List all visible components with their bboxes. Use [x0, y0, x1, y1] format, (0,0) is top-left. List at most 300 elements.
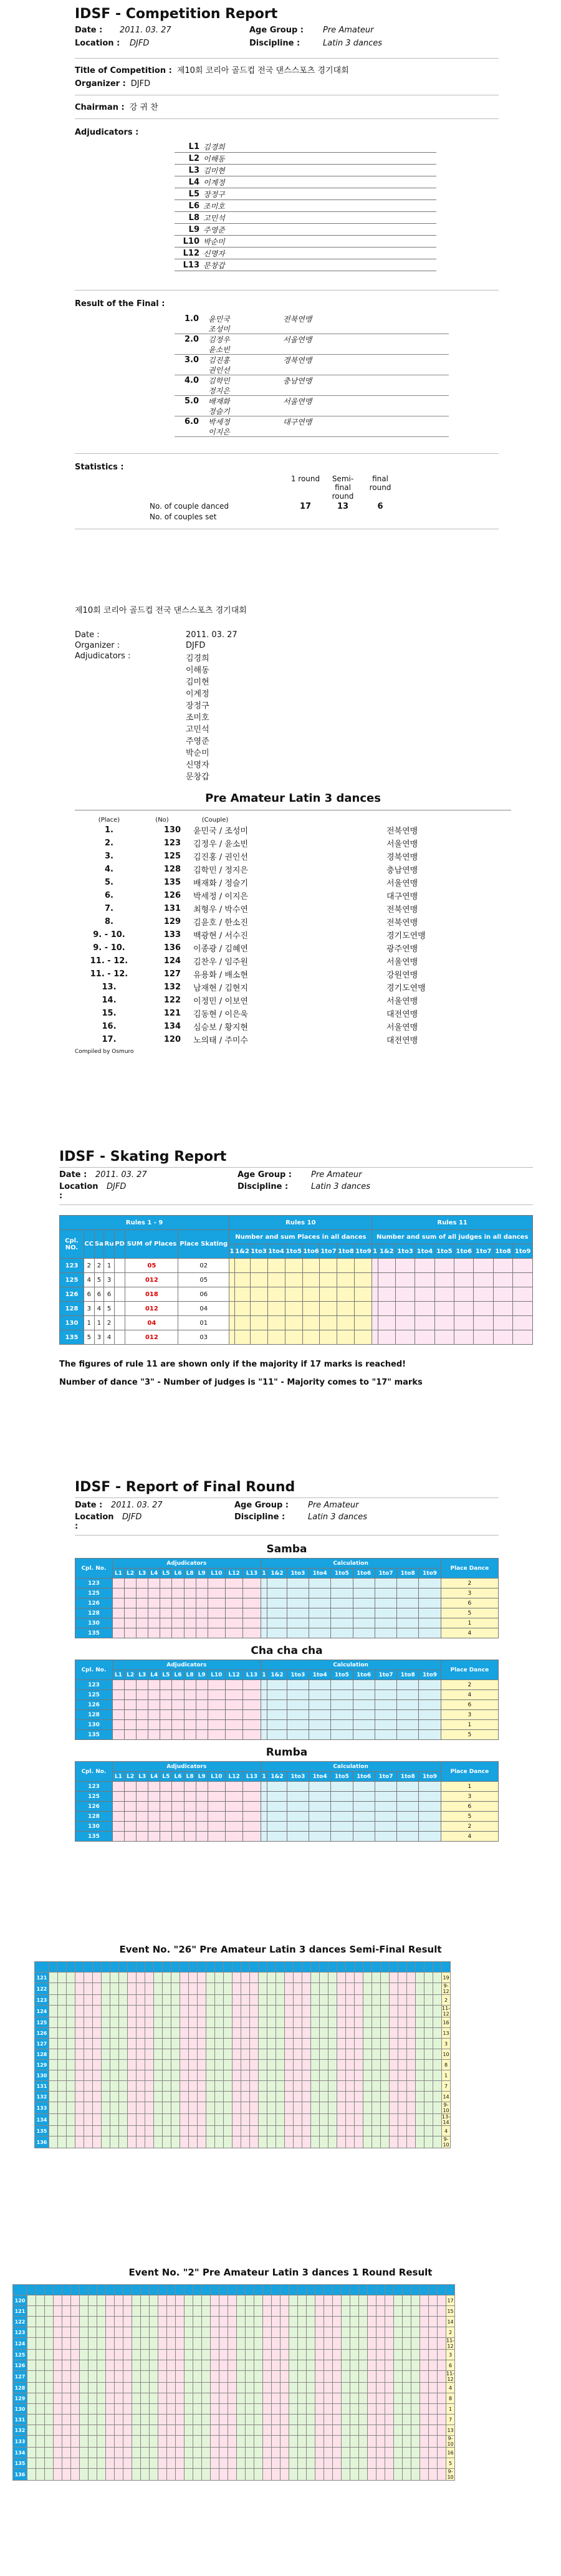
event-mark-cell	[224, 2017, 233, 2028]
fr-calc-cell	[267, 1700, 287, 1710]
fr-place: 2	[441, 1680, 498, 1690]
event-mark-cell	[106, 2393, 115, 2404]
event-mark-cell	[150, 2393, 158, 2404]
event-mark-cell	[403, 2393, 411, 2404]
event-mark-cell	[228, 2317, 237, 2327]
event-mark-cell	[263, 2360, 272, 2371]
placement-couple: 심승보 / 황지현	[193, 1023, 248, 1032]
fr-calc-cell	[309, 1579, 330, 1588]
event-mark-cell	[75, 2136, 84, 2148]
event-mark-cell	[420, 2469, 429, 2481]
event-cpl-no: 135	[13, 2458, 27, 2469]
event-mark-cell	[215, 2049, 224, 2060]
event-mark-cell	[219, 2393, 228, 2404]
event-mark-cell	[176, 2415, 185, 2425]
event-mark-cell	[315, 2338, 324, 2350]
adjudicator-row	[175, 212, 436, 224]
event-mark-cell	[254, 2371, 263, 2383]
fr-adj-mark	[137, 1720, 148, 1730]
event-mark-cell	[350, 2317, 359, 2327]
event-mark-cell	[372, 1983, 381, 1995]
event-head-cell	[376, 2285, 385, 2295]
event-mark-cell	[158, 2360, 167, 2371]
event-mark-cell	[420, 2458, 429, 2469]
event-mark-cell	[141, 2404, 150, 2415]
event-mark-cell	[171, 1995, 180, 2006]
event-mark-cell	[185, 2469, 193, 2481]
event-mark-cell	[27, 2404, 36, 2415]
fr-adj-mark	[184, 1598, 196, 1608]
event-mark-cell	[163, 2006, 171, 2017]
event-mark-cell	[359, 2448, 368, 2458]
event-mark-cell	[132, 2436, 141, 2448]
event-mark-cell	[67, 2081, 75, 2092]
event-mark-cell	[185, 2327, 193, 2338]
fr-calc-cell	[309, 1730, 330, 1740]
event-mark-cell	[267, 2028, 276, 2039]
fr-place: 6	[441, 1598, 498, 1608]
event-mark-cell	[433, 2102, 442, 2114]
event-mark-cell	[355, 2092, 363, 2102]
event-mark-cell	[368, 2338, 376, 2350]
event-mark-cell	[106, 2306, 115, 2317]
event-mark-cell	[163, 2114, 171, 2126]
location-label: Location :	[75, 39, 120, 48]
event-mark-cell	[272, 2436, 280, 2448]
event-cpl-no: 124	[35, 2006, 49, 2017]
event-mark-cell	[106, 2415, 115, 2425]
col-no-head: (No)	[155, 817, 169, 824]
event-mark-cell	[394, 2436, 403, 2448]
fr-calc-cell	[287, 1608, 309, 1618]
event-mark-cell	[219, 2371, 228, 2383]
event-mark-cell	[307, 2317, 315, 2327]
event-mark-cell	[193, 2436, 202, 2448]
event-mark-cell	[206, 2060, 215, 2070]
event-row	[35, 2081, 451, 2092]
event-mark-cell	[180, 2136, 189, 2148]
event-row	[13, 2317, 455, 2327]
event-mark-cell	[315, 2371, 324, 2383]
fr-adj-mark	[172, 1690, 184, 1700]
fr-calc-col: 1to5	[331, 1772, 353, 1782]
event-mark-cell	[381, 2039, 390, 2049]
fr-adj-code: L3	[137, 1670, 148, 1680]
sk-cpl-no: 125	[60, 1273, 84, 1287]
event-mark-cell	[342, 2338, 350, 2350]
fr-place: 1	[441, 1782, 498, 1792]
event-mark-cell	[202, 2448, 211, 2458]
sk-head-place: Place Skating	[178, 1230, 229, 1259]
fr-adj-mark	[208, 1792, 225, 1802]
event-mark-cell	[398, 2049, 407, 2060]
placement-couple: 이종광 / 김혜연	[193, 944, 248, 954]
sk-pd	[114, 1273, 125, 1287]
sk-disc-label: Discipline :	[237, 1182, 289, 1191]
event-mark-cell	[285, 2092, 294, 2102]
event-mark-cell	[137, 2039, 145, 2049]
event-mark-cell	[315, 2306, 324, 2317]
event-mark-cell	[346, 2114, 355, 2126]
list-heading: Pre Amateur Latin 3 dances	[205, 792, 381, 805]
event-mark-cell	[381, 1973, 390, 1983]
event-mark-cell	[381, 2006, 390, 2017]
event-mark-cell	[302, 2102, 311, 2114]
fr-adj-mark	[196, 1700, 208, 1710]
event-mark-cell	[355, 2039, 363, 2049]
event-mark-cell	[411, 2317, 420, 2327]
fr-adj-mark	[125, 1720, 137, 1730]
event-mark-cell	[167, 2327, 176, 2338]
placement-couple: 최형우 / 박수연	[193, 905, 248, 915]
age-value: Pre Amateur	[323, 26, 374, 35]
event-head-cell	[259, 1962, 267, 1973]
fr-calc-cell	[419, 1832, 441, 1842]
placement-place: 9. - 10.	[93, 943, 125, 953]
event-mark-cell	[302, 2136, 311, 2148]
event-mark-cell	[241, 1983, 250, 1995]
event-mark-cell	[429, 2350, 438, 2360]
event-mark-cell	[176, 2448, 185, 2458]
fr-calc-cell	[419, 1812, 441, 1822]
event-mark-cell	[241, 2126, 250, 2136]
fr-cpl-no: 130	[75, 1618, 113, 1628]
fr-calc-cell	[419, 1700, 441, 1710]
sk-cc: 3	[84, 1302, 95, 1316]
event-cpl-no: 127	[13, 2371, 27, 2383]
event-mark-cell	[237, 2425, 246, 2436]
event-mark-cell	[259, 2070, 267, 2081]
event-mark-cell	[132, 2458, 141, 2469]
event-mark-cell	[49, 2136, 58, 2148]
event-mark-cell	[75, 2028, 84, 2039]
event-mark-cell	[294, 1983, 302, 1995]
event-mark-cell	[333, 2469, 342, 2481]
event-mark-cell	[272, 2383, 280, 2393]
event-row	[13, 2425, 455, 2436]
event-mark-cell	[350, 2404, 359, 2415]
event-mark-cell	[211, 2360, 219, 2371]
event-row	[13, 2383, 455, 2393]
event-mark-cell	[93, 2070, 102, 2081]
fr-calc-cell	[375, 1598, 396, 1608]
event-mark-cell	[219, 2306, 228, 2317]
event-mark-cell	[267, 1983, 276, 1995]
fr-calc-cell	[287, 1598, 309, 1608]
fr-calc-cell	[261, 1628, 267, 1638]
event-mark-cell	[36, 2393, 45, 2404]
event-mark-cell	[363, 2039, 372, 2049]
event-mark-cell	[75, 2126, 84, 2136]
event-mark-cell	[346, 2070, 355, 2081]
sk-r11-cell	[395, 1302, 415, 1316]
first-round-grid	[12, 2284, 561, 2481]
event-mark-cell	[189, 1973, 198, 1983]
fr-adj-mark	[243, 1832, 261, 1842]
event-mark-cell	[58, 1973, 67, 1983]
event-mark-cell	[407, 2136, 416, 2148]
fr-calc-col: 1to7	[375, 1772, 396, 1782]
event-mark-cell	[276, 1973, 285, 1983]
event-mark-cell	[438, 2371, 446, 2383]
sk-ru: 6	[104, 1287, 115, 1302]
event-mark-cell	[289, 2350, 298, 2360]
sk-r11-cell	[513, 1287, 533, 1302]
final-number: 0	[193, 375, 199, 385]
sk-place: 05	[178, 1273, 229, 1287]
event-mark-cell	[84, 2081, 93, 2092]
event-mark-cell	[93, 2114, 102, 2126]
event-mark-cell	[84, 2028, 93, 2039]
event-mark-cell	[202, 2350, 211, 2360]
fr-adj-code: L13	[243, 1772, 261, 1782]
event-mark-cell	[185, 2436, 193, 2448]
event-mark-cell	[180, 2028, 189, 2039]
event-mark-cell	[58, 2136, 67, 2148]
event-mark-cell	[71, 2425, 80, 2436]
event-mark-cell	[337, 2070, 346, 2081]
event-mark-cell	[93, 2017, 102, 2028]
sk-pd	[114, 1302, 125, 1316]
event-mark-cell	[132, 2469, 141, 2481]
event-mark-cell	[398, 1983, 407, 1995]
event-mark-cell	[233, 2136, 241, 2148]
fr-adj-mark	[226, 1802, 243, 1812]
event-mark-cell	[328, 2006, 337, 2017]
placement-club: 경기도연맹	[386, 984, 426, 993]
event-row	[13, 2360, 455, 2371]
event-mark-cell	[241, 1973, 250, 1983]
fr-calc-cell	[331, 1579, 353, 1588]
fr-calc-cell	[353, 1792, 375, 1802]
event-mark-cell	[298, 2458, 307, 2469]
event-head-cell	[420, 2285, 429, 2295]
event-mark-cell	[27, 2360, 36, 2371]
sk-r10-cell	[337, 1302, 355, 1316]
fr-adj-mark	[184, 1680, 196, 1690]
placement-row	[75, 915, 511, 928]
event-mark-cell	[328, 1983, 337, 1995]
event-mark-cell	[385, 2436, 394, 2448]
event-mark-cell	[71, 2383, 80, 2393]
event-mark-cell	[342, 2350, 350, 2360]
event-mark-cell	[250, 2070, 259, 2081]
sk-r10-cell	[229, 1316, 234, 1330]
fr-calc-cell	[287, 1730, 309, 1740]
fr-calc-cell	[375, 1792, 396, 1802]
event-mark-cell	[145, 2102, 154, 2114]
fr-adj-mark	[137, 1608, 148, 1618]
event-mark-cell	[228, 2404, 237, 2415]
event-mark-cell	[228, 2360, 237, 2371]
sk-r10-cell	[355, 1259, 372, 1273]
event-mark-cell	[355, 2049, 363, 2060]
event-mark-cell	[58, 2039, 67, 2049]
event-mark-cell	[328, 2126, 337, 2136]
fr-calc-cell	[375, 1822, 396, 1832]
event-mark-cell	[363, 2114, 372, 2126]
event-mark-cell	[228, 2371, 237, 2383]
fr-adj-mark	[148, 1802, 160, 1812]
adjudicator-code: L2	[188, 153, 199, 163]
event-mark-cell	[267, 2102, 276, 2114]
event-mark-cell	[45, 2436, 54, 2448]
fr-adj-mark	[160, 1802, 172, 1812]
event-mark-cell	[337, 2081, 346, 2092]
event-mark-cell	[67, 2126, 75, 2136]
chairman-value: 강 귀 찬	[129, 103, 158, 112]
event-mark-cell	[320, 2006, 328, 2017]
event-mark-cell	[198, 2136, 206, 2148]
event-place: 4	[442, 2126, 451, 2136]
event-mark-cell	[54, 2415, 62, 2425]
list-adjudicator-name: 주영준	[186, 737, 209, 746]
fr-adj-mark	[137, 1812, 148, 1822]
event-mark-cell	[189, 2028, 198, 2039]
dance-title: Rumba	[266, 1746, 308, 1759]
event-mark-cell	[110, 2070, 119, 2081]
event-mark-cell	[150, 2371, 158, 2383]
event-mark-cell	[411, 2371, 420, 2383]
event-mark-cell	[84, 2136, 93, 2148]
event-mark-cell	[246, 2371, 254, 2383]
sk-sub-head: 1to8	[493, 1244, 512, 1259]
skating-row	[60, 1259, 533, 1273]
fr-adj-mark	[184, 1618, 196, 1628]
event-mark-cell	[62, 2458, 71, 2469]
fr-adj-mark	[112, 1782, 124, 1792]
event-mark-cell	[84, 1995, 93, 2006]
fr-adj-mark	[148, 1690, 160, 1700]
fr-adj-mark	[112, 1680, 124, 1690]
event-mark-cell	[119, 2028, 128, 2039]
event-mark-cell	[233, 2092, 241, 2102]
event-mark-cell	[110, 1973, 119, 1983]
event-mark-cell	[137, 2136, 145, 2148]
event-mark-cell	[324, 2469, 333, 2481]
fr-adj-mark	[160, 1598, 172, 1608]
stat-value: 6	[377, 502, 383, 511]
event-mark-cell	[363, 2070, 372, 2081]
event-mark-cell	[438, 2317, 446, 2327]
fr-head-calc: Calculation	[261, 1660, 441, 1670]
event-mark-cell	[132, 2317, 141, 2327]
event-mark-cell	[294, 2049, 302, 2060]
event-mark-cell	[27, 2338, 36, 2350]
event-mark-cell	[36, 2448, 45, 2458]
event-mark-cell	[106, 2317, 115, 2327]
event-mark-cell	[263, 2295, 272, 2306]
event-mark-cell	[119, 1973, 128, 1983]
event-mark-cell	[438, 2393, 446, 2404]
event-mark-cell	[241, 2028, 250, 2039]
sk-disc-value: Latin 3 dances	[311, 1182, 371, 1191]
skating-title: IDSF - Skating Report	[59, 1149, 227, 1165]
fr-adj-mark	[172, 1782, 184, 1792]
sk-r10-cell	[285, 1287, 302, 1302]
event-mark-cell	[246, 2327, 254, 2338]
event-cpl-no: 131	[13, 2415, 27, 2425]
event-mark-cell	[241, 2017, 250, 2028]
event-mark-cell	[372, 2060, 381, 2070]
sk-place: 03	[178, 1330, 229, 1345]
fr-adj-mark	[125, 1792, 137, 1802]
event-mark-cell	[320, 2049, 328, 2060]
fr-adj-mark	[172, 1588, 184, 1598]
event-mark-cell	[176, 2350, 185, 2360]
event-mark-cell	[272, 2327, 280, 2338]
event-mark-cell	[215, 2081, 224, 2092]
fr-adj-mark	[184, 1720, 196, 1730]
event-mark-cell	[398, 1995, 407, 2006]
event-mark-cell	[189, 2039, 198, 2049]
event-mark-cell	[280, 2383, 289, 2393]
fr-adj-mark	[226, 1618, 243, 1628]
final-result-list	[75, 314, 499, 437]
fr-adj-mark	[243, 1628, 261, 1638]
event-mark-cell	[359, 2469, 368, 2481]
event-mark-cell	[276, 2060, 285, 2070]
final-man: 배재화	[208, 396, 230, 406]
event-mark-cell	[89, 2338, 97, 2350]
fr-place: 2	[441, 1822, 498, 1832]
sk-pd	[114, 1330, 125, 1345]
fr-adj-mark	[226, 1690, 243, 1700]
placement-place: 11. - 12.	[90, 969, 128, 979]
event-mark-cell	[411, 2469, 420, 2481]
sk-r11-cell	[454, 1287, 474, 1302]
event-mark-cell	[211, 2404, 219, 2415]
event-mark-cell	[302, 2081, 311, 2092]
placement-place: 1.	[105, 825, 113, 835]
event-mark-cell	[171, 2006, 180, 2017]
event-mark-cell	[241, 2136, 250, 2148]
fr-calc-cell	[309, 1588, 330, 1598]
placement-row	[75, 876, 511, 889]
event-mark-cell	[106, 2383, 115, 2393]
event-head-cell	[333, 2285, 342, 2295]
date-value: 2011. 03. 27	[120, 26, 171, 35]
event-head-cell	[93, 1962, 102, 1973]
event-mark-cell	[167, 2448, 176, 2458]
event-mark-cell	[333, 2327, 342, 2338]
fr-calc-col: 1to9	[419, 1670, 441, 1680]
event-mark-cell	[424, 2006, 433, 2017]
event-mark-cell	[363, 2136, 372, 2148]
adjudicator-row	[175, 165, 436, 176]
event-mark-cell	[237, 2295, 246, 2306]
event-mark-cell	[137, 1995, 145, 2006]
event-mark-cell	[311, 2114, 320, 2126]
fr-adj-mark	[184, 1579, 196, 1588]
fr-calc-cell	[287, 1700, 309, 1710]
event-mark-cell	[350, 2469, 359, 2481]
event-mark-cell	[224, 2126, 233, 2136]
event-head-cell	[228, 2285, 237, 2295]
fr-adj-mark	[208, 1802, 225, 1812]
placement-place: 6.	[105, 891, 113, 900]
event-mark-cell	[137, 2114, 145, 2126]
event-mark-cell	[363, 1983, 372, 1995]
event-mark-cell	[381, 2081, 390, 2092]
event-mark-cell	[280, 2393, 289, 2404]
fr-calc-cell	[287, 1710, 309, 1720]
event-head-cell	[75, 1962, 84, 1973]
fr-calc-cell	[353, 1618, 375, 1628]
event-mark-cell	[324, 2425, 333, 2436]
fr-calc-col: 1to6	[353, 1772, 375, 1782]
event-cpl-no: 131	[35, 2081, 49, 2092]
